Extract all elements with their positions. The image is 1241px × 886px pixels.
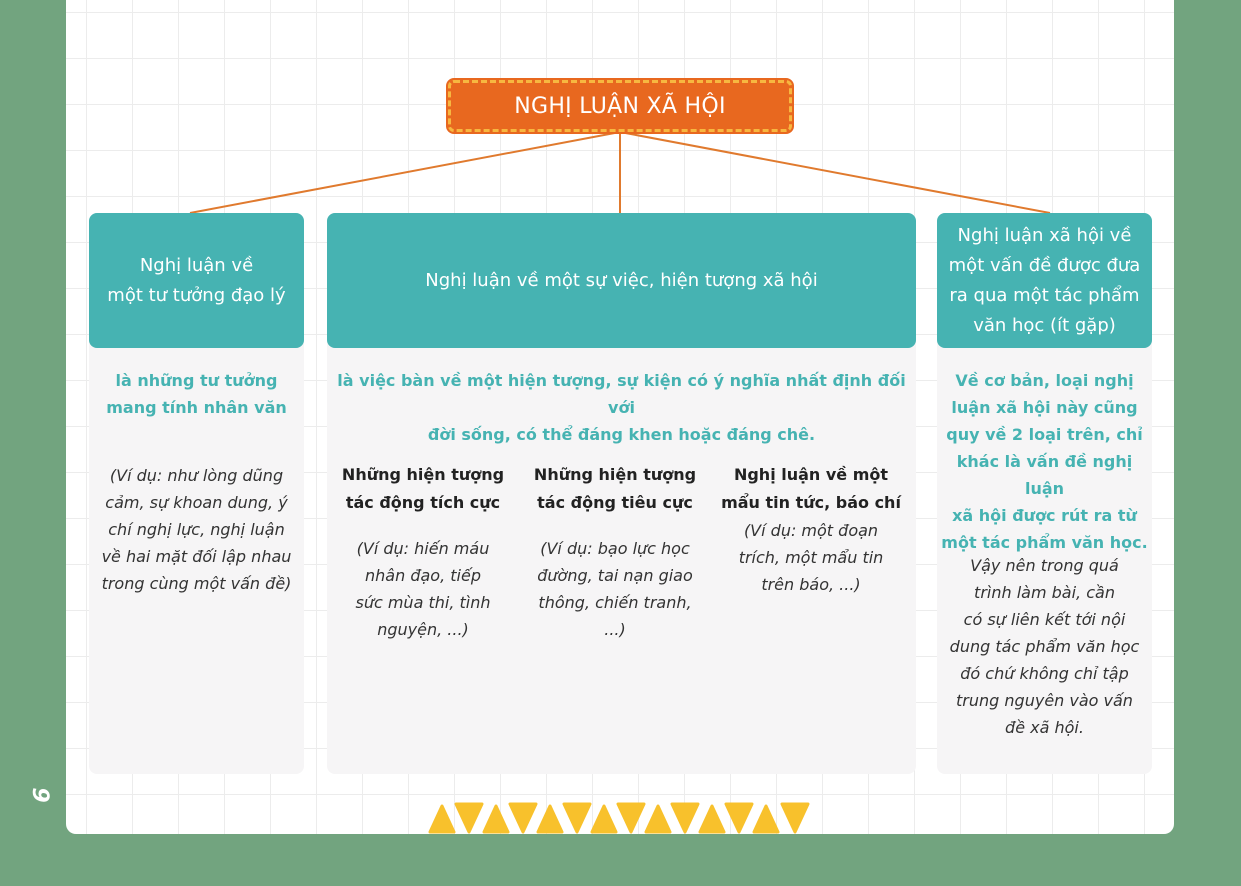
triangle-bunting-decoration (426, 800, 816, 836)
sub-negative-example: (Ví dụ: bạo lực học đường, tai nạn giao thông, chiến tranh, ...) (537, 539, 693, 639)
sub-news-title: Nghị luận về một mẩu tin tức, báo chí (721, 465, 901, 512)
right-column-definition: Về cơ bản, loại nghị luận xã hội này cũng quy về 2 loại trên, chỉ khác là vấn đề nghị luận xã hội được rút ra từ một tác phẩm văn học. (941, 371, 1148, 552)
connector-right (620, 132, 1050, 213)
right-column-note: Vậy nên trong quá trình làm bài, cần có sự liên kết tới nội dung tác phẩm văn học đó chứ không chỉ tập trung nguyên vào vấn đề xã hội. (949, 556, 1140, 737)
page-number: 9 (27, 787, 52, 803)
right-column-heading: Nghị luận xã hội về một vấn đề được đưa ra qua một tác phẩm văn học (ít gặp) (937, 213, 1152, 348)
sub-news-example: (Ví dụ: một đoạn trích, một mẩu tin trên báo, ...) (738, 521, 884, 594)
sub-negative-title: Những hiện tượng tác động tiêu cực (533, 465, 697, 512)
root-node-title: NGHỊ LUẬN XÃ HỘI (448, 80, 792, 132)
sub-positive-title: Những hiện tượng tác động tích cực (341, 465, 505, 512)
sub-positive-example: (Ví dụ: hiến máu nhân đạo, tiếp sức mùa thi, tình nguyện, ...) (355, 539, 491, 639)
center-column-definition: là việc bàn về một hiện tượng, sự kiện có ý nghĩa nhất định đối với đời sống, có thể đáng khen hoặc đáng chê. (337, 371, 906, 444)
left-column-definition: là những tư tưởng mang tính nhân văn (106, 371, 287, 417)
left-column-heading: Nghị luận về một tư tưởng đạo lý (89, 213, 304, 348)
left-column-example: (Ví dụ: như lòng dũng cảm, sự khoan dung, ý chí nghị lực, nghị luận về hai mặt đối lập nhau trong cùng một vấn đề) (101, 466, 292, 593)
connector-left (190, 132, 620, 213)
center-column-heading: Nghị luận về một sự việc, hiện tượng xã hội (327, 213, 916, 348)
